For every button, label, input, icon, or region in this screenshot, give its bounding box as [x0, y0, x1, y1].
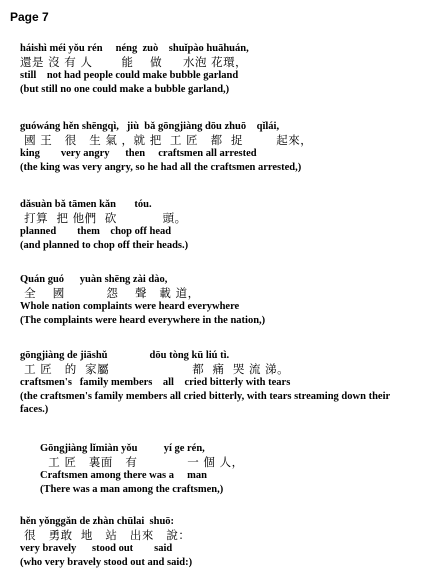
chinese-line: 打算 把 他們 砍 頭。	[20, 210, 187, 225]
chinese-line: 全 國 怨 聲 載 道，	[20, 285, 200, 300]
gloss-line: Craftsmen among there was a man	[40, 470, 207, 481]
translation-line: (but still no one could make a bubble garland,)	[20, 83, 230, 95]
stanza-5	[20, 349, 420, 417]
pinyin-line: Gōngjiàng lǐmiàn yǒu yí ge rén,	[40, 443, 205, 454]
gloss-line: Whole nation complaints were heard everywhere	[20, 301, 240, 312]
chinese-line: 國 王 很 生 氣 ，就 把 工 匠 都 捉 起來，	[20, 132, 313, 147]
translation-line: (the king was very angry, so he had all the craftsmen arrested,)	[20, 161, 302, 173]
stanza-4	[20, 273, 420, 327]
gloss-line: still not had people could make bubble garland	[20, 70, 239, 81]
pinyin-line: Quán guó yuàn shēng zài dào,	[20, 274, 168, 285]
stanza-1	[20, 42, 420, 96]
gloss-line: king very angry then craftsmen all arrested	[20, 148, 257, 159]
translation-line: (There was a man among the craftsmen,)	[40, 483, 224, 495]
translation-line: (the craftsmen's family members all cried bitterly, with tears streaming down their faces.)	[20, 390, 390, 415]
stanza-3	[20, 198, 420, 252]
pinyin-line: gōngjiàng de jiāshǔ dōu tòng kū liú tì.	[20, 350, 230, 361]
page-number: Page 7	[10, 10, 49, 24]
chinese-line: 還是 沒 有 人 能 做 水泡 花環，	[20, 54, 248, 69]
gloss-line: planned them chop off head	[20, 226, 172, 237]
chinese-line: 工 匠 的 家屬 都 痛 哭 流 涕。	[20, 361, 290, 376]
translation-line: (and planned to chop off their heads.)	[20, 239, 189, 251]
pinyin-line: dǎsuàn bǎ tāmen kǎn tóu.	[20, 199, 152, 210]
gloss-line: very bravely stood out said	[20, 543, 173, 554]
chinese-line: 很 勇敢 地 站 出來 說：	[20, 527, 191, 542]
stanza-6	[40, 442, 420, 496]
chinese-line: 工 匠 裏面 有 一 個 人，	[40, 454, 244, 469]
translation-line: (The complaints were heard everywhere in the nation,)	[20, 314, 266, 326]
pinyin-line: háishì méi yǒu rén néng zuò shuǐpào huāhuán,	[20, 43, 249, 54]
stanza-2	[20, 120, 420, 174]
pinyin-line: hěn yǒnggǎn de zhàn chūlai shuō:	[20, 516, 175, 527]
pinyin-line: guówáng hěn shēngqì, jiù bǎ gōngjiàng dōu zhuō qǐlái,	[20, 121, 280, 132]
translation-line: (who very bravely stood out and said:)	[20, 556, 193, 568]
stanza-7	[20, 515, 420, 569]
gloss-line: craftsmen's family members all cried bitterly with tears	[20, 377, 291, 388]
